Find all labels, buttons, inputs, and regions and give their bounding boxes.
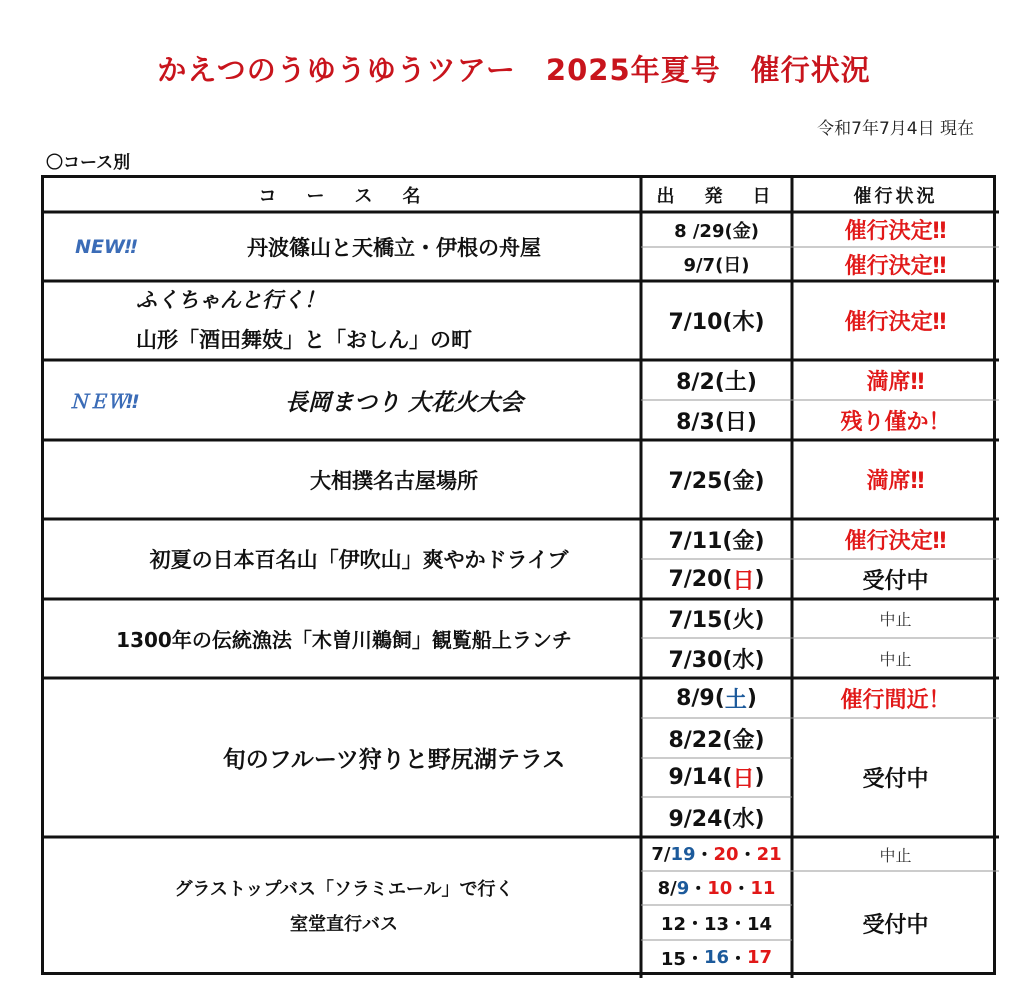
departure-date: 8 /29(金) xyxy=(674,220,759,242)
departure-date: 15・ 16 ・ 17 xyxy=(660,947,773,970)
course-name: 1300年の伝統漁法「木曽川鵜飼」観覧船上ランチ xyxy=(116,628,572,652)
departure-date: 9/14( 日 ) xyxy=(668,765,765,792)
departure-date: 7/ 19 ・ 20 ・ 21 xyxy=(651,843,782,866)
tour-status-table xyxy=(41,175,996,975)
departure-date: 7/30(水) xyxy=(668,647,765,673)
departure-date: 8/22(金) xyxy=(668,727,765,753)
status-label: 催行決定‼ xyxy=(844,219,947,244)
status-label: 満席‼ xyxy=(866,469,925,494)
departure-date: 7/15(火) xyxy=(668,608,765,633)
departure-date: 9/24(水) xyxy=(668,806,765,832)
status-label: 中止 xyxy=(879,610,912,629)
status-label: 満席‼ xyxy=(866,369,925,395)
status-label: 催行決定‼ xyxy=(844,528,947,554)
departure-date: 8/9( 土 ) xyxy=(676,685,757,713)
departure-date: 7/20( 日 ) xyxy=(668,566,765,594)
course-name: 初夏の日本百名山「伊吹山」爽やかドライブ xyxy=(149,548,569,572)
departure-date: 8/3(日) xyxy=(676,409,757,435)
departure-date: 7/25(金) xyxy=(668,469,765,494)
status-label: 催行間近！ xyxy=(840,687,951,713)
status-label: 残り僅か！ xyxy=(840,409,951,435)
course-name: 旬のフルーツ狩りと野尻湖テラス xyxy=(222,747,566,773)
status-label: 中止 xyxy=(879,845,912,865)
course-name-line2: 室堂直行バス xyxy=(290,914,398,935)
column-header-status: 催行状況 xyxy=(853,186,938,207)
departure-date: 9/7(日) xyxy=(683,255,750,276)
course-name: 長岡まつり 大花火大会 xyxy=(284,389,523,416)
departure-date: 8/2(土) xyxy=(676,369,757,395)
status-label: 受付中 xyxy=(862,568,929,594)
status-label: 催行決定‼ xyxy=(844,310,947,335)
course-name: 大相撲名古屋場所 xyxy=(310,468,478,493)
course-name-line1: ふくちゃんと行く！ xyxy=(136,288,325,312)
course-name-line2: 山形「酒田舞妓」と「おしん」の町 xyxy=(136,328,472,352)
new-badge: ＮＥＷ‼ xyxy=(69,390,139,413)
status-label: 受付中 xyxy=(862,912,929,938)
page-title: かえつのうゆうゆうツアー 2025年夏号 催行状況 xyxy=(157,53,871,87)
status-label: 催行決定‼ xyxy=(844,253,947,279)
column-header-departure: 出 発 日 xyxy=(656,186,777,207)
section-label: 〇コース別 xyxy=(46,153,131,173)
column-header-course: コ ー ス 名 xyxy=(258,186,427,207)
course-name: 丹波篠山と天橋立・伊根の舟屋 xyxy=(247,235,541,260)
new-badge: NEW‼ xyxy=(75,235,137,258)
departure-date: 8/ 9 ・ 10 ・ 11 xyxy=(657,877,776,900)
departure-date: 12・13・14 xyxy=(660,913,773,935)
departure-date: 7/10(木) xyxy=(668,310,765,335)
as-of-date: 令和7年7月4日 現在 xyxy=(817,119,974,139)
status-label: 中止 xyxy=(879,649,912,669)
status-label: 受付中 xyxy=(862,767,929,792)
course-name-line1: グラストップバス「ソラミエール」で行く xyxy=(174,879,514,900)
departure-date: 7/11(金) xyxy=(668,528,765,554)
